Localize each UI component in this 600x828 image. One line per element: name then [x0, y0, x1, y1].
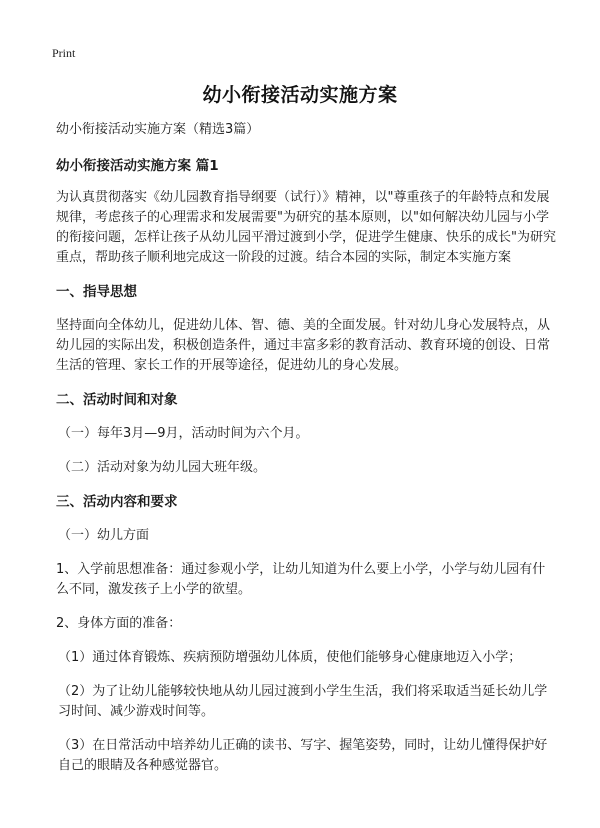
- page-title: 幼小衔接活动实施方案: [202, 84, 398, 106]
- physical-item-1: （1）通过体育锻炼、疾病预防增强幼儿体质，使他们能够身心健康地迈入小学；: [58, 650, 522, 665]
- mental-preparation-paragraph: 1、入学前思想准备：通过参观小学，让幼儿知道为什么要上小学，小学与幼儿园有什么不同，激发孩子上小学的欲望。: [56, 562, 546, 597]
- guiding-principle-paragraph: 坚持面向全体幼儿，促进幼儿体、智、德、美的全面发展。针对幼儿身心发展特点，从幼儿园的实际出发，积极创造条件，通过丰富多彩的教育活动、教育环境的创设、日常生活的管理、家长工作的开展等途径，促进幼儿的身心发展。: [56, 318, 551, 373]
- subtitle: 幼小衔接活动实施方案（精选3篇）: [56, 122, 260, 137]
- target-item: （二）活动对象为幼儿园大班年级。: [58, 460, 267, 475]
- heading-guiding-principle: 一、指导思想: [56, 284, 137, 300]
- children-aspect-subheading: （一）幼儿方面: [58, 528, 150, 543]
- document-body: [56, 120, 556, 776]
- section-title: 幼小衔接活动实施方案 篇1: [56, 158, 219, 174]
- physical-item-3: （3）在日常活动中培养幼儿正确的读书、写字、握笔姿势，同时，让幼儿懂得保护好自己的眼睛及各种感觉器官。: [58, 738, 548, 773]
- heading-content-and-requirements: 三、活动内容和要求: [56, 494, 178, 510]
- time-item: （一）每年3月—9月，活动时间为六个月。: [58, 426, 309, 441]
- intro-paragraph: 为认真贯彻落实《幼儿园教育指导纲要（试行）》精神，以"尊重孩子的年龄特点和发展规律，考虑孩子的心理需求和发展需要"为研究的基本原则，以"如何解决幼儿园与小学的衔接问题，怎样让孩子从幼儿园平滑过渡到小学，促进学生健康、快乐的成长"为研究重点，帮助孩子顺利地完成这一阶段的过渡。结合本园的实际，制定本实施方案: [56, 190, 556, 265]
- physical-preparation-label: 2、身体方面的准备：: [56, 616, 182, 631]
- physical-item-2: （2）为了让幼儿能够较快地从幼儿园过渡到小学生生活，我们将采取适当延长幼儿学习时间、减少游戏时间等。: [58, 684, 548, 719]
- heading-time-and-target: 二、活动时间和对象: [56, 392, 178, 408]
- print-label: Print: [52, 46, 76, 60]
